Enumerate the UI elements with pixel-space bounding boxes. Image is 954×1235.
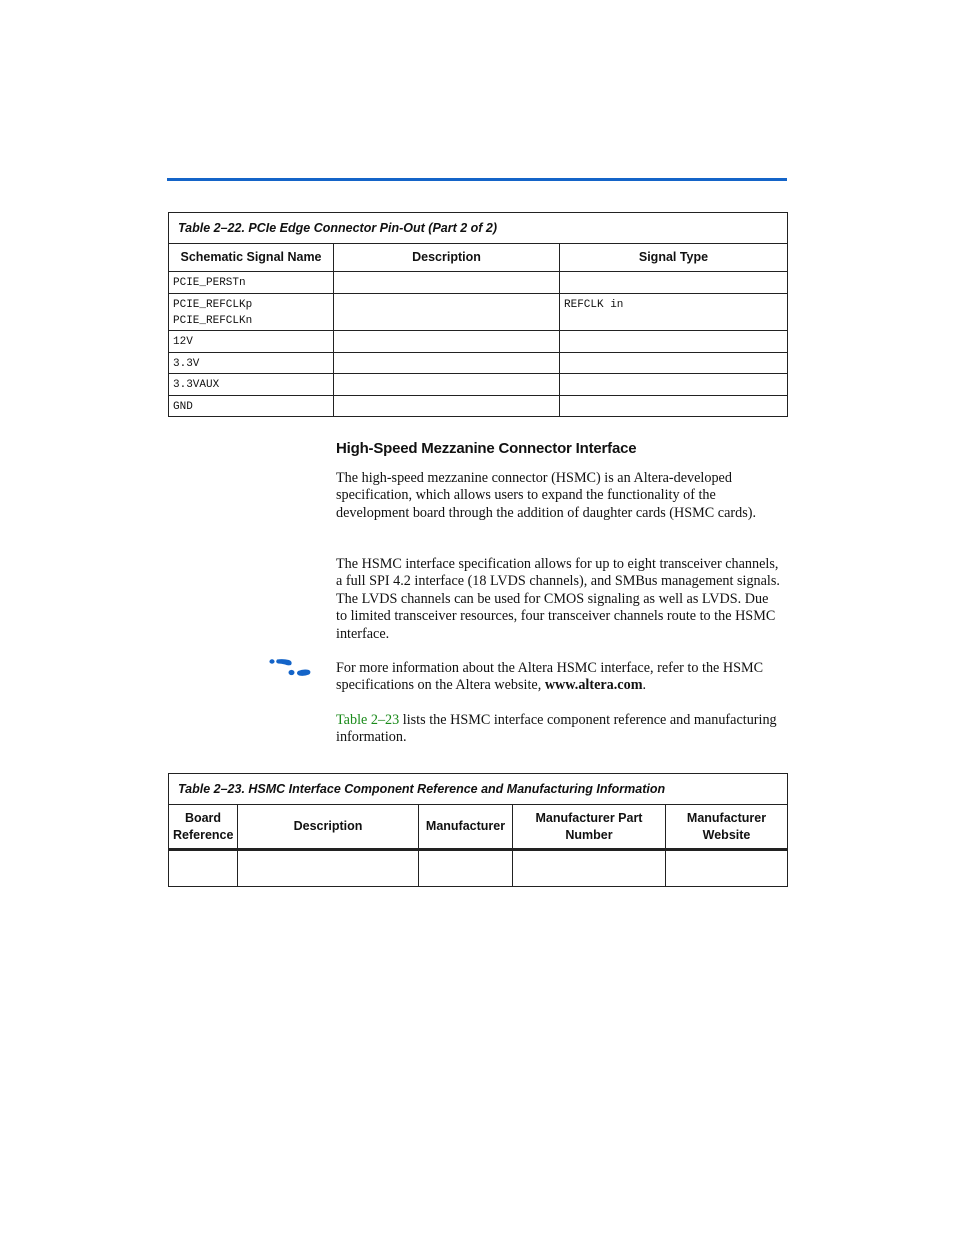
table-2-23-link[interactable]: Table 2–23 [336, 712, 400, 728]
signal-type-cell [560, 272, 788, 294]
table-row [169, 353, 788, 374]
table-caption: Table 2–22. PCIe Edge Connector Pin-Out (Part 2 of 2) [169, 213, 788, 244]
note-text: For more information about the Altera HSMC interface, refer to the HSMC specifications on the Altera website, [336, 660, 764, 694]
description-cell [334, 374, 560, 396]
table-caption: Table 2–23. HSMC Interface Component Reference and Manufacturing Information [169, 774, 788, 805]
signal-name-cell [169, 294, 334, 331]
description-cell [334, 294, 560, 331]
note-end: . [642, 677, 647, 694]
header-rule [167, 178, 787, 181]
signal-type-cell: REFCLK in [560, 294, 788, 331]
section-heading: High-Speed Mezzanine Connector Interface [336, 440, 637, 457]
description-cell [334, 272, 560, 294]
table-cell [666, 850, 788, 887]
table-row [169, 850, 788, 887]
table-hsmc-components [168, 773, 788, 887]
table-cell [513, 850, 666, 887]
table-cell [169, 850, 238, 887]
table-pcie-pinout [168, 212, 788, 417]
signal-name-cell: GND [169, 396, 334, 417]
reference-paragraph [336, 712, 781, 747]
signal-name-cell: 3.3V [169, 353, 334, 374]
column-header: Manufacturer Website [666, 805, 788, 850]
signal-type-cell [560, 353, 788, 374]
signal-name-cell: PCIE_PERSTn [169, 272, 334, 294]
column-header: Description [334, 244, 560, 272]
table-row [169, 294, 788, 331]
signal-name-line: PCIE_REFCLKn [173, 315, 253, 327]
reference-text: lists the HSMC interface component reference and manufacturing information. [336, 712, 777, 746]
table-cell [419, 850, 513, 887]
column-header: Manufacturer Part Number [513, 805, 666, 850]
pointing-hand-icon [268, 658, 312, 678]
signal-type-cell [560, 331, 788, 353]
column-header: Description [238, 805, 419, 850]
paragraph-intro: The high-speed mezzanine connector (HSMC) is an Altera-developed specification, which allows users to expand the functionality of the development board through the addition of daughter cards (HSMC cards). [336, 470, 756, 521]
description-cell [334, 353, 560, 374]
table-row [169, 374, 788, 396]
table-row [169, 331, 788, 353]
paragraph-spec: The HSMC interface specification allows for up to eight transceiver channels, a full SPI 4.2 interface (18 LVDS channels), and SMBus management signals. The LVDS channels can be used for CMOS signaling as well as LVDS. Due to limited transceiver resources, four transceiver channels route to the HSMC interface. [336, 556, 780, 642]
note-paragraph [336, 660, 781, 695]
column-header: Board Reference [169, 805, 238, 850]
signal-name-line: PCIE_REFCLKp [173, 299, 253, 311]
signal-type-cell [560, 396, 788, 417]
column-header: Schematic Signal Name [169, 244, 334, 272]
column-header: Signal Type [560, 244, 788, 272]
description-cell [334, 396, 560, 417]
altera-website-link[interactable]: www.altera.com [544, 677, 643, 694]
signal-type-cell [560, 374, 788, 396]
table-row [169, 272, 788, 294]
signal-name-cell: 3.3VAUX [169, 374, 334, 396]
signal-name-cell: 12V [169, 331, 334, 353]
table-row [169, 396, 788, 417]
table-cell [238, 850, 419, 887]
column-header: Manufacturer [419, 805, 513, 850]
description-cell [334, 331, 560, 353]
